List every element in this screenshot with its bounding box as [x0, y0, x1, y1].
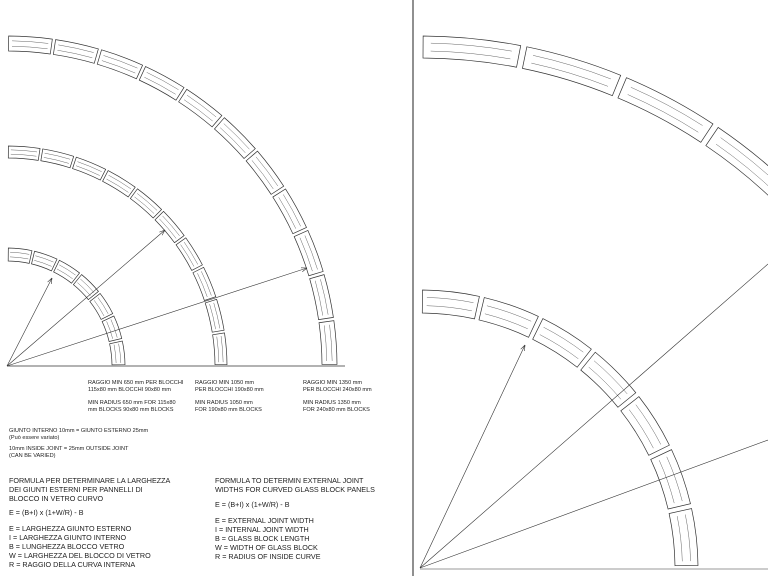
small-ring-block [32, 251, 57, 271]
left-arc-diagram [8, 36, 337, 365]
medium-ring-block [213, 333, 227, 365]
formula-en-title: FORMULA TO DETERMIN EXTERNAL JOINT WIDTHS FOR CURVED GLASS BLOCK PANELS [215, 476, 375, 494]
large-ring-block [319, 321, 337, 365]
small-ring-block [110, 341, 125, 365]
detail-outer-ring-block [423, 36, 521, 67]
radius-line-large [7, 268, 307, 366]
medium-ring-block [205, 299, 224, 332]
detail-inner-ring-block [651, 450, 691, 509]
detail-outer-ring-block [618, 78, 713, 143]
small-ring-block [102, 316, 122, 341]
caption-1-it: RAGGIO MIN 650 mm PER BLOCCHI 115x80 mm BLOCCHI 90x80 mm [88, 380, 184, 393]
caption-2-en: MIN RADIUS 1050 mm FOR 190x80 mm BLOCKS [195, 400, 262, 413]
medium-ring-block [176, 238, 202, 271]
small-ring-block [73, 275, 98, 300]
detail-inner-ring-block [581, 352, 636, 407]
medium-ring-block [130, 189, 161, 218]
large-ring-block [294, 230, 323, 275]
detail-radius-line-inner [420, 345, 525, 568]
detail-inner-ring-block [621, 397, 670, 456]
medium-ring-block [73, 157, 106, 180]
small-ring-block [90, 293, 113, 319]
left-radius-lines [7, 230, 307, 366]
detail-inner-ring-block [669, 509, 698, 566]
detail-outer-ring-block [522, 47, 620, 96]
large-ring-block [9, 36, 53, 54]
right-arc-diagram [422, 36, 768, 566]
formula-it-equation: E = (B+I) x (1+W/R) - B [9, 508, 84, 517]
large-ring-block [139, 67, 184, 101]
small-ring-block [54, 260, 80, 283]
large-ring-block [310, 275, 334, 320]
large-ring-block [179, 89, 222, 127]
medium-ring-block [155, 211, 184, 242]
medium-ring-block [103, 171, 136, 197]
detail-inner-ring-block [422, 290, 479, 319]
radius-line-small [7, 278, 52, 366]
caption-2-it: RAGGIO MIN 1050 mm PER BLOCCHI 190x80 mm [195, 380, 264, 393]
large-ring-block [214, 118, 255, 159]
caption-1-en: MIN RADIUS 650 mm FOR 115x80 mm BLOCKS 90x80 mm BLOCKS [88, 400, 176, 413]
small-ring-block [8, 248, 32, 263]
large-ring-block [246, 151, 284, 194]
detail-inner-ring-block [479, 298, 538, 338]
formula-en-legend: E = EXTERNAL JOINT WIDTH I = INTERNAL JOINT WIDTH B = GLASS BLOCK LENGTH W = WIDTH OF GLASS BLOCK R = RADIUS OF INSIDE CURVE [215, 516, 321, 561]
joint-note-en: 10mm INSIDE JOINT = 25mm OUTSIDE JOINT (CAN BE VARIED) [9, 446, 129, 459]
large-ring-block [53, 40, 98, 64]
medium-ring-block [193, 267, 216, 300]
formula-it-title: FORMULA PER DETERMINARE LA LARGHEZZA DEI GIUNTI ESTERNI PER PANNELLI DI BLOCCO IN VETRO CURVO [9, 476, 171, 503]
caption-3-en: MIN RADIUS 1350 mm FOR 240x80 mm BLOCKS [303, 400, 370, 413]
medium-ring-block [41, 149, 74, 168]
caption-3-it: RAGGIO MIN 1350 mm PER BLOCCHI 240x80 mm [303, 380, 372, 393]
large-ring-block [97, 50, 142, 79]
radius-line-small-arrowhead [48, 278, 52, 284]
detail-radius-line-lower [420, 440, 768, 568]
detail-inner-ring-block [533, 319, 592, 368]
joint-note-it: GIUNTO INTERNO 10mm = GIUNTO ESTERNO 25mm (Può essere variato) [9, 428, 149, 441]
formula-it-legend: E = LARGHEZZA GIUNTO ESTERNO I = LARGHEZZA GIUNTO INTERNO B = LUNGHEZZA BLOCCO VETRO W = LARGHEZZA DEL BLOCCO DI VETRO R = RAGGIO DELLA CURVA INTERNA [9, 524, 151, 569]
medium-ring-block [8, 146, 40, 160]
formula-en-equation: E = (B+I) x (1+W/R) - B [215, 500, 290, 509]
large-ring-block [273, 189, 307, 234]
detail-outer-ring-block [706, 127, 768, 205]
